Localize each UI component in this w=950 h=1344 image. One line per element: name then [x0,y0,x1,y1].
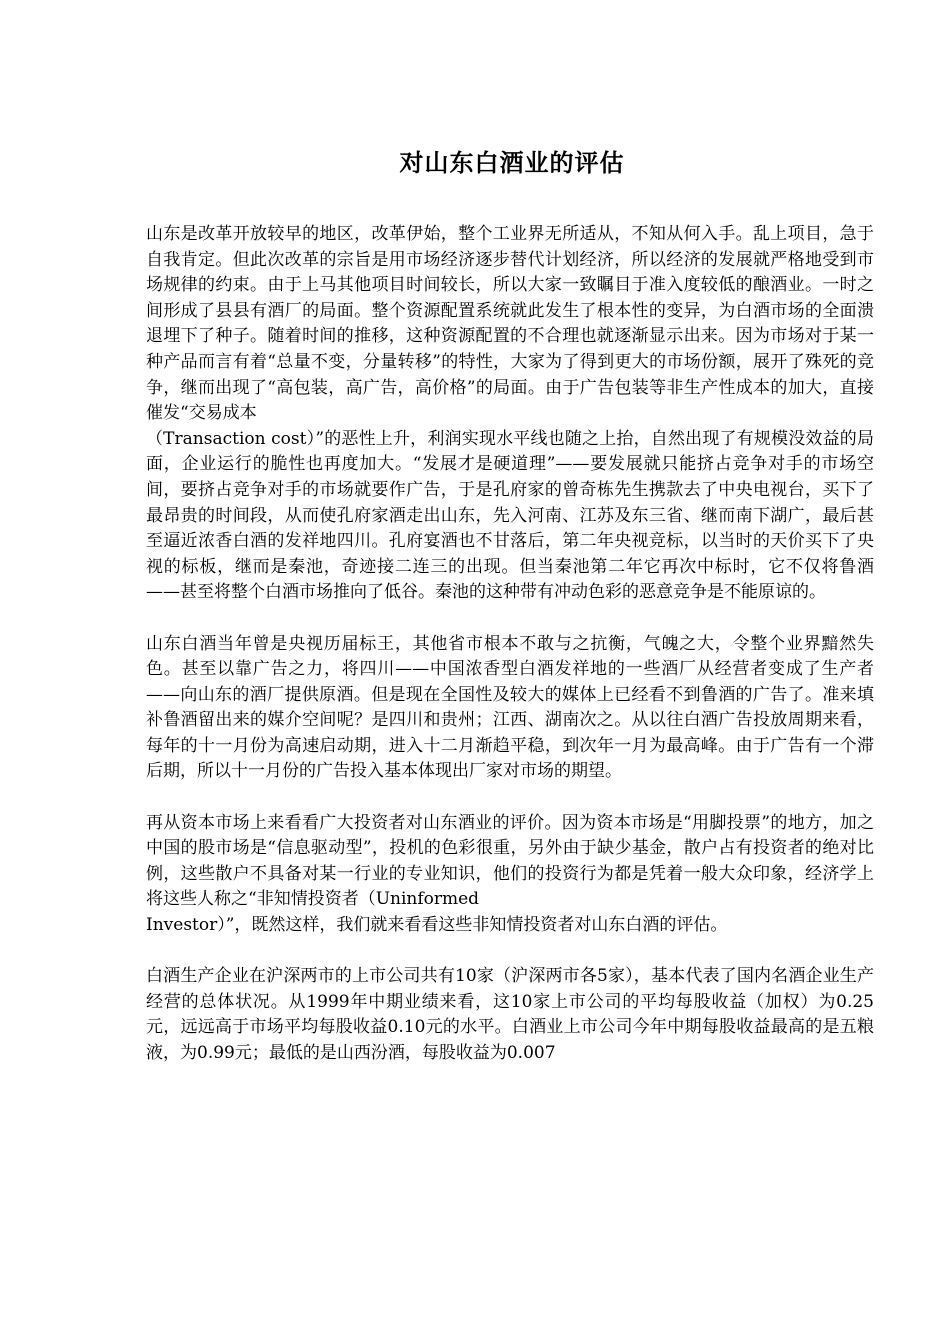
document-body [146,222,874,1067]
paragraph-4: 白酒生产企业在沪深两市的上市公司共有10家（沪深两市各5家），基本代表了国内名酒企业生产经营的总体状况。从1999年中期业绩来看，这10家上市公司的平均每股收益（加权）为0.25元，远远高于市场平均每股收益0.10元的水平。白酒业上市公司今年中期每股收益最高的是五粮液，为0.99元；最低的是山西汾酒，每股收益为0.007 [146,966,874,1063]
paragraph-1: 山东是改革开放较早的地区，改革伊始，整个工业界无所适从，不知从何入手。乱上项目，急于自我肯定。但此次改革的宗旨是用市场经济逐步替代计划经济，所以经济的发展就严格地受到市场规律的约束。由于上马其他项目时间较长，所以大家一致瞩目于准入度较低的酿酒业。一时之间形成了县县有酒厂的局面。整个资源配置系统就此发生了根本性的变异，为白酒市场的全面溃退埋下了种子。随着时间的推移，这种资源配置的不合理也就逐渐显示出来。因为市场对于某一种产品而言有着“总量不变，分量转移”的特性，大家为了得到更大的市场份额，展开了殊死的竞争，继而出现了“高包装，高广告，高价格”的局面。由于广告包装等非生产性成本的加大，直接催发“交易成本 （Transaction cost）”的恶性上升，利润实现水平线也随之上抬，自然出现了有规模没效益的局面，企业运行的脆性也再度加大。“发展才是硬道理”——要发展就只能挤占竞争对手的市场空间，要挤占竞争对手的市场就要作广告，于是孔府家的曾奇栋先生携款去了中央电视台，买下了最昂贵的时间段，从而使孔府家酒走出山东，先入河南、江苏及东三省、继而南下湖广，最后甚至逼近浓香白酒的发祥地四川。孔府宴酒也不甘落后，第二年央视竞标，以当时的天价买下了央视的标板，继而是秦池，奇迹接二连三的出现。但当秦池第二年它再次中标时，它不仅将鲁酒——甚至将整个白酒市场推向了低谷。秦池的这种带有冲动色彩的恶意竞争是不能原谅的。 [146,224,874,603]
document-title: 对山东白酒业的评估 [399,148,625,177]
paragraph-3: 再从资本市场上来看看广大投资者对山东酒业的评价。因为资本市场是“用脚投票”的地方，加之中国的股市场是“信息驱动型”，投机的色彩很重，另外由于缺少基金，散户占有投资者的绝对比例，这些散户不具备对某一行业的专业知识，他们的投资行为都是凭着一般大众印象，经济学上将这些人称之“非知情投资者（Uninformed Investor）”，既然这样，我们就来看看这些非知情投资者对山东白酒的评估。 [146,812,874,936]
paragraph-2: 山东白酒当年曾是央视历届标王，其他省市根本不敢与之抗衡，气魄之大，令整个业界黯然失色。甚至以靠广告之力，将四川——中国浓香型白酒发祥地的一些酒厂从经营者变成了生产者——向山东的酒厂提供原酒。但是现在全国性及较大的媒体上已经看不到鲁酒的广告了。准来填补鲁酒留出来的媒介空间呢？是四川和贵州；江西、湖南次之。从以往白酒广告投放周期来看，每年的十一月份为高速启动期，进入十二月渐趋平稳，到次年一月为最高峰。由于广告有一个滞后期，所以十一月份的广告投入基本体现出厂家对市场的期望。 [146,633,874,782]
